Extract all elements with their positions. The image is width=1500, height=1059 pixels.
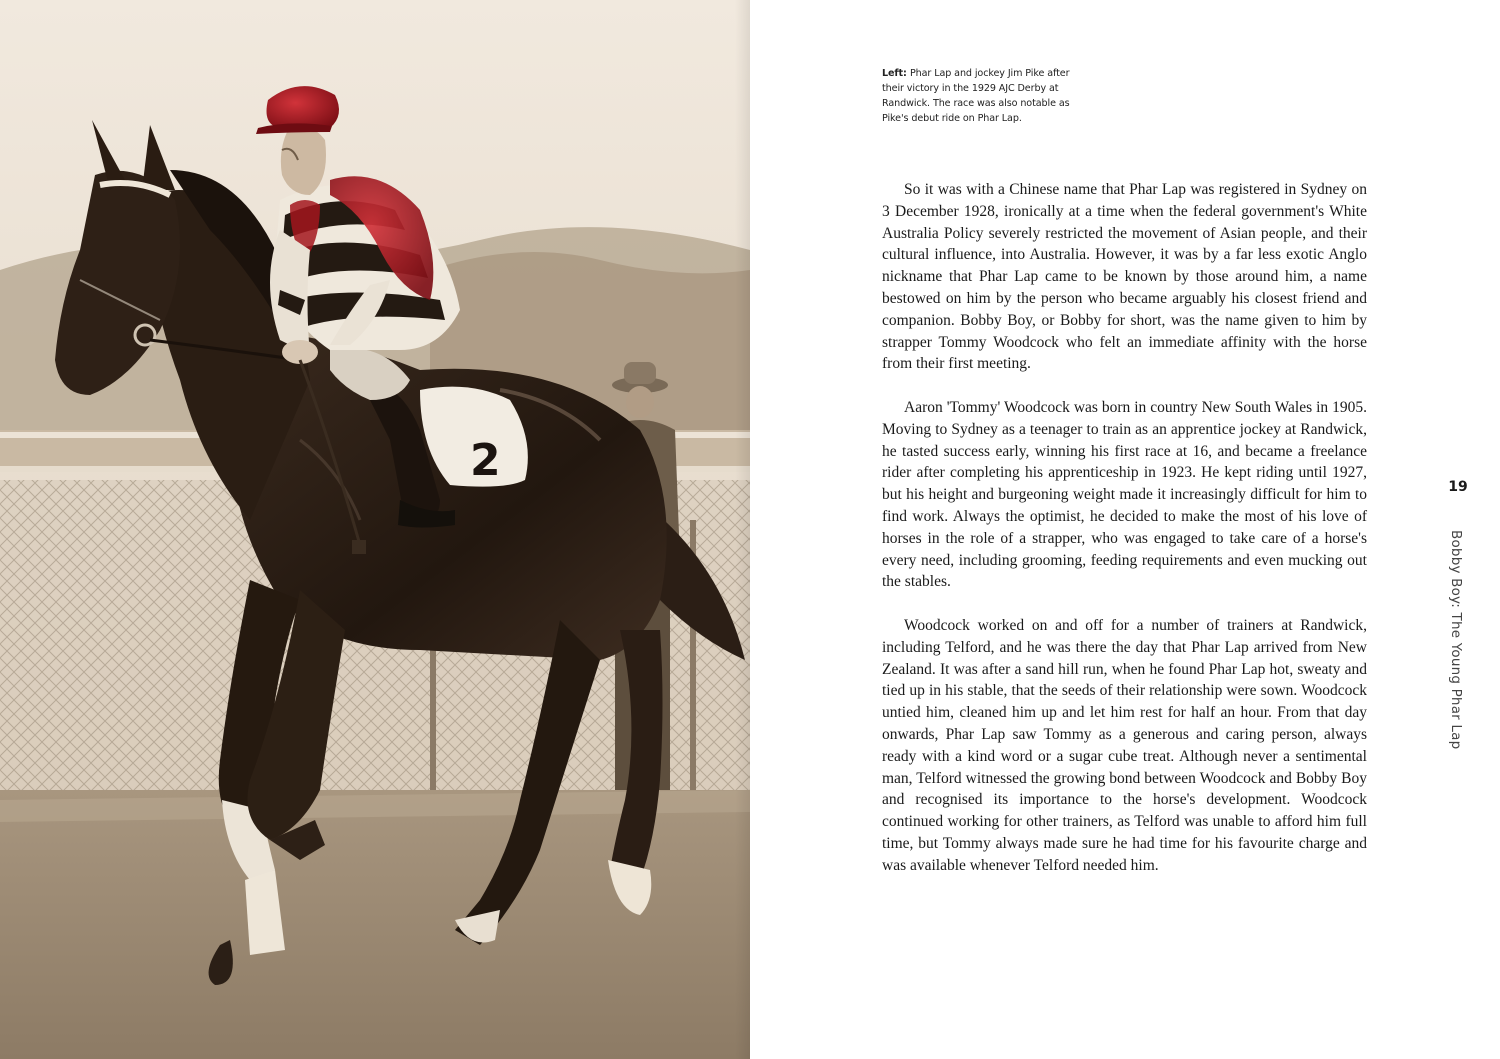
running-head: Bobby Boy: The Young Phar Lap	[1448, 530, 1464, 750]
page-number: 19	[1448, 479, 1468, 495]
saddle-cloth-number: 2	[470, 435, 501, 486]
page-gutter	[735, 0, 750, 1059]
caption-text: Phar Lap and jockey Jim Pike after their victory in the 1929 AJC Derby at Randwick. The race was also notable as Pike's debut ride on Phar Lap.	[882, 68, 1070, 124]
paragraph: Aaron 'Tommy' Woodcock was born in country New South Wales in 1905. Moving to Sydney as a teenager to train as an apprentice jockey at Randwick, he tasted success early, winning his first race at 16, and became a freelance rider after completing his apprenticeship in 1923. He kept riding until 1927, but his height and burgeoning weight made it increasingly difficult for him to find work. Always the optimist, he decided to make the most of his love of horses in the role of a strapper, who was engaged to take care of a horse's every need, including grooming, feeding requirements and even mucking out the stables.	[882, 398, 1367, 591]
photo-caption	[882, 66, 1087, 126]
body-text	[882, 179, 1367, 898]
paragraph: Woodcock worked on and off for a number of trainers at Randwick, including Telford, and he was there the day that Phar Lap arrived from New Zealand. It was after a sand hill run, when he found Phar Lap hot, sweaty and tied up in his stable, that the seeds of their relationship were sown. Woodcock untied him, cleaned him up and let him rest for half an hour. From that day onwards, Phar Lap saw Tommy as a generous and caring person, always ready with a kind word or a sugar cube treat. Although never a sentimental man, Telford witnessed the growing bond between Woodcock and Bobby Boy and recognised its importance to the horse's development. Woodcock continued working for other trainers, as Telford was unable to afford him full time, but Tommy always made sure he had time for his favourite charge and was available whenever Telford needed him.	[882, 616, 1367, 874]
caption-label: Left:	[882, 68, 910, 79]
paragraph: So it was with a Chinese name that Phar Lap was registered in Sydney on 3 December 1928, ironically at a time when the federal government's White Australia Policy severely restricted the movement of Asian people, and their cultural influence, into Australia. However, it was by a far less exotic Anglo nickname that Phar Lap came to be known by those around him, a name bestowed on him by the person who became arguably his closest friend and companion. Bobby Boy, or Bobby for short, was the name given to him by strapper Tommy Woodcock who felt an immediate affinity with the horse from their first meeting.	[882, 181, 1367, 373]
